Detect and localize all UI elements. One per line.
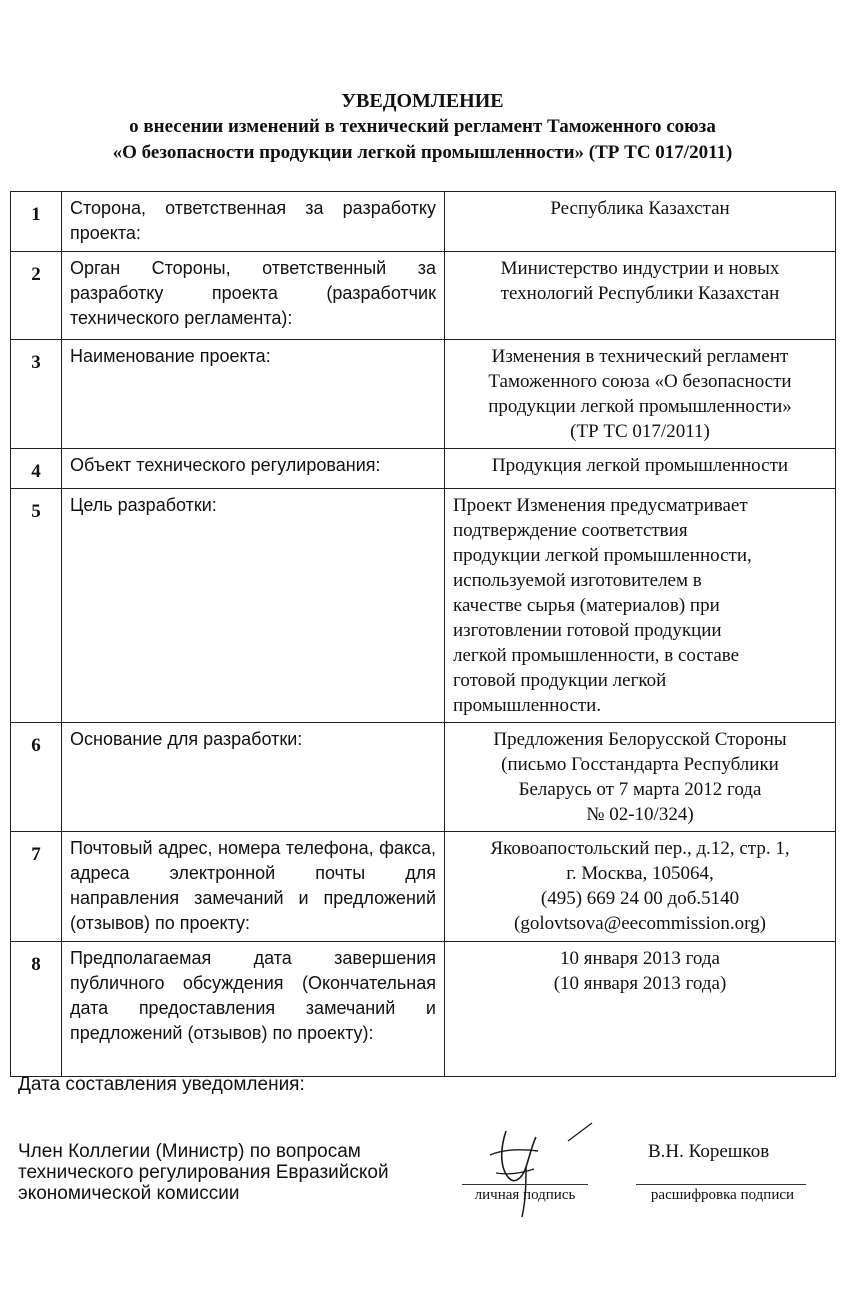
signer-position [18,1141,448,1204]
signature-line [462,1184,588,1185]
row-value: 10 января 2013 года (10 января 2013 года) [445,942,836,1077]
row-label: Объект технического регулирования: [62,449,445,489]
table-row [11,340,836,449]
row-value: Предложения Белорусской Стороны (письмо Госстандарта Республики Беларусь от 7 марта 2012 года № 02-10/324) [445,723,836,832]
row-value: Изменения в технический регламент Таможенного союза «О безопасности продукции легкой промышленности» (ТР ТС 017/2011) [445,340,836,449]
row-number: 6 [11,723,62,832]
row-value: Министерство индустрии и новых технологий Республики Казахстан [445,252,836,340]
document-header [0,88,845,166]
row-value: Яковоапостольский пер., д.12, стр. 1, г. Москва, 105064, (495) 669 24 00 доб.5140 (golovtsova@eecommission.org) [445,832,836,942]
table-row [11,252,836,340]
row-number: 8 [11,942,62,1077]
table-row [11,192,836,252]
row-label: Почтовый адрес, номера телефона, факса, адреса электронной почты для направления замечаний и предложений (отзывов) по проекту: [62,832,445,942]
row-number: 1 [11,192,62,252]
document-title: УВЕДОМЛЕНИЕ [341,90,504,112]
row-value: Продукция легкой промышленности [445,449,836,489]
row-value: Проект Изменения предусматривает подтверждение соответствия продукции легкой промышленности, используемой изготовителем в качестве сырья (материалов) при изготовлении готовой продукции легкой промышленности, в составе готовой продукции легкой промышленности. [445,489,836,723]
row-value: Республика Казахстан [445,192,836,252]
notice-table [10,191,836,1077]
row-label: Сторона, ответственная за разработку проекта: [62,192,445,252]
handwritten-signature [460,1115,595,1225]
document-subtitle-line-2: «О безопасности продукции легкой промышленности» (ТР ТС 017/2011) [112,142,733,163]
row-number: 7 [11,832,62,942]
compilation-date-label: Дата составления уведомления: [18,1074,305,1095]
row-number: 4 [11,449,62,489]
table-row [11,832,836,942]
row-number: 5 [11,489,62,723]
row-number: 3 [11,340,62,449]
decryption-line [636,1184,806,1185]
signature-caption: личная подпись [474,1187,576,1203]
signer-position-line: Член Коллегии (Министр) по вопросам [18,1141,361,1162]
row-label: Орган Стороны, ответственный за разработку проекта (разработчик технического регламента): [62,252,445,340]
table-row [11,942,836,1077]
signer-name: В.Н. Корешков [648,1141,770,1162]
row-label: Наименование проекта: [62,340,445,449]
signer-position-line: экономической комиссии [18,1183,240,1204]
table-row [11,723,836,832]
table-row [11,449,836,489]
row-label: Основание для разработки: [62,723,445,832]
row-label: Цель разработки: [62,489,445,723]
table-row [11,489,836,723]
signer-position-line: технического регулирования Евразийской [18,1162,389,1183]
decryption-caption: расшифровка подписи [650,1187,795,1203]
row-label: Предполагаемая дата завершения публичного обсуждения (Окончательная дата предоставления замечаний и предложений (отзывов) по проекту): [62,942,445,1077]
document-subtitle-line-1: о внесении изменений в технический регламент Таможенного союза [129,116,716,137]
row-number: 2 [11,252,62,340]
